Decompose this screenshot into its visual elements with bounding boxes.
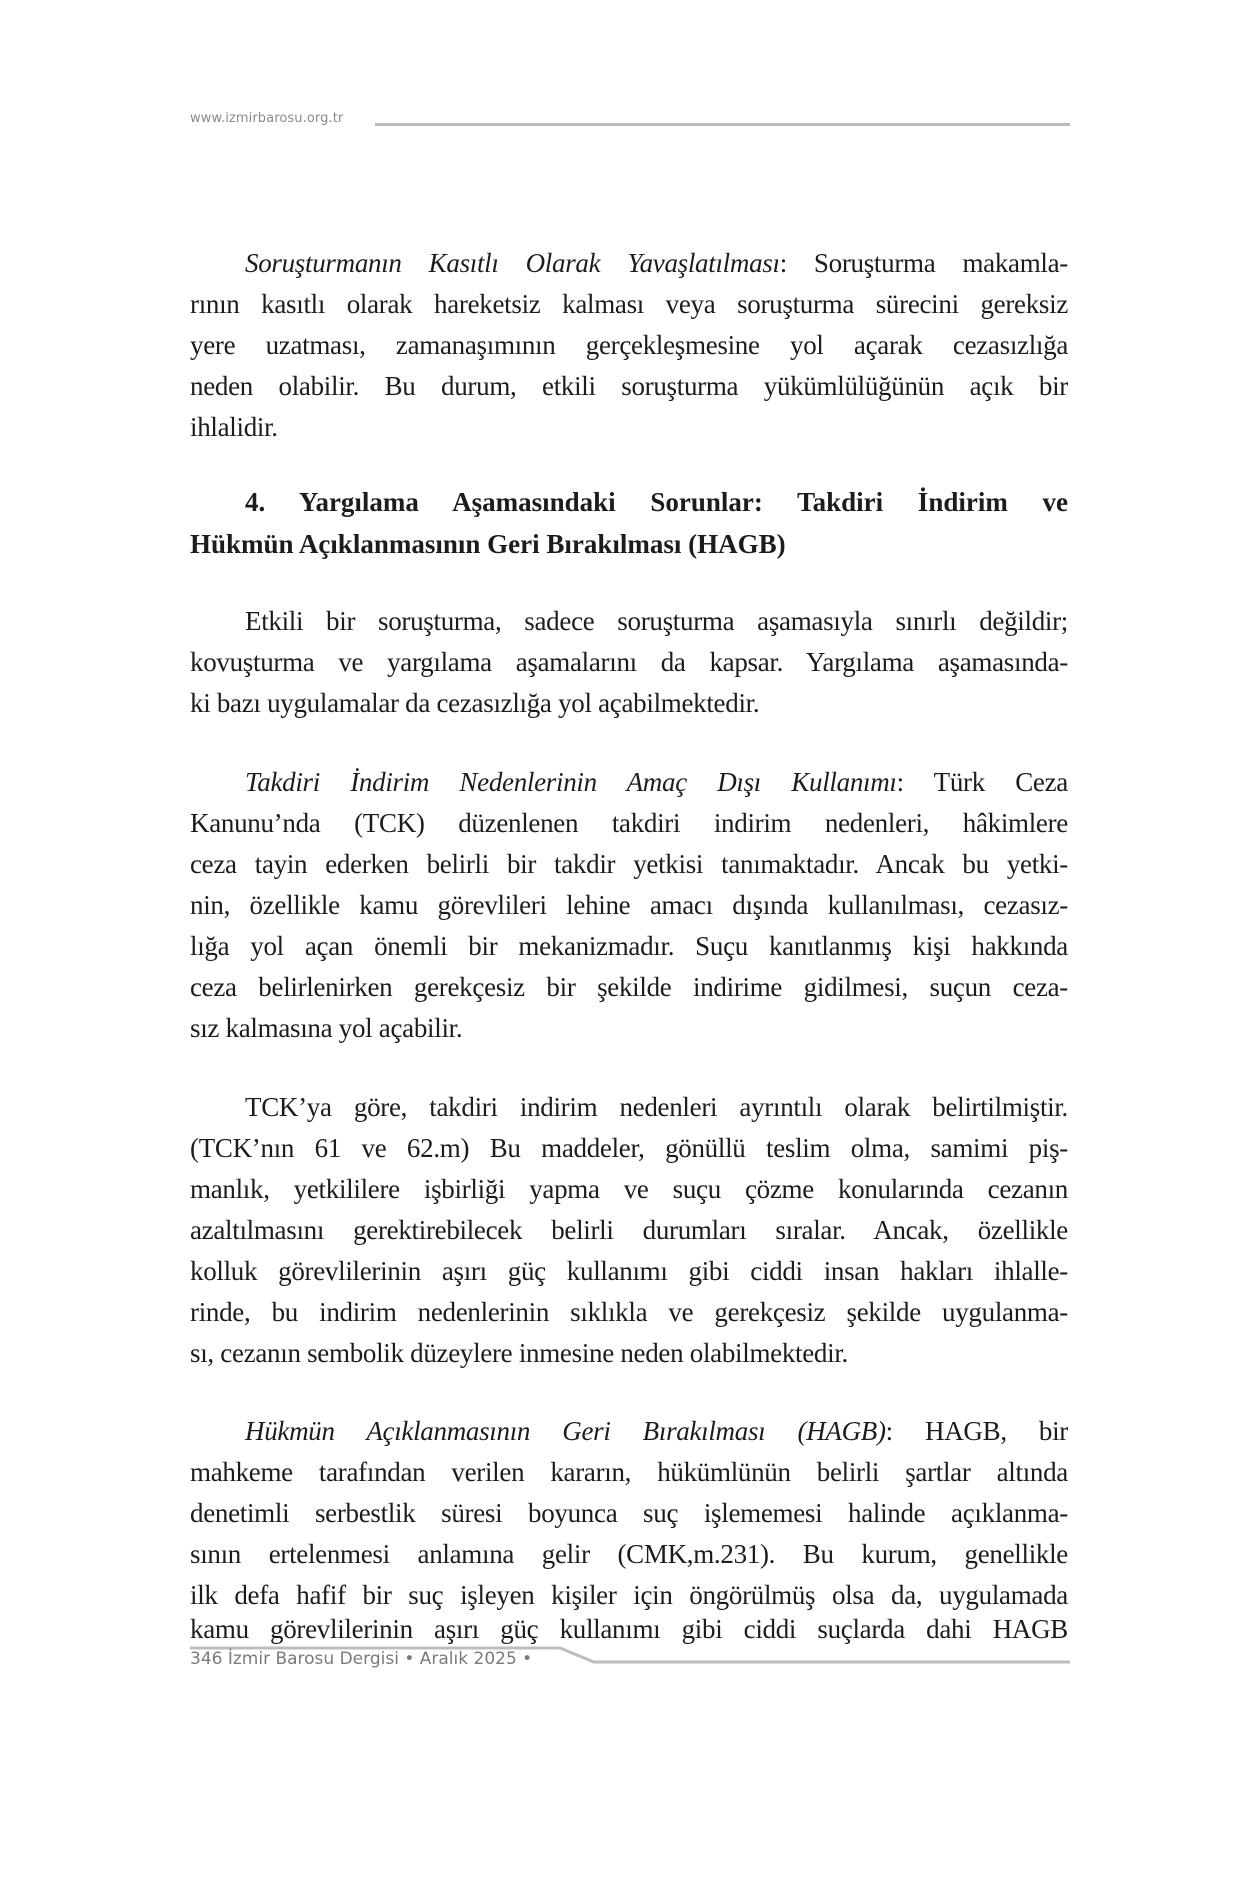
paragraph-5-line: mahkeme tarafından verilen kararın, hükümlünün belirli şartlar altında — [190, 1457, 1068, 1487]
paragraph-2-line: Etkili bir soruşturma, sadece soruşturma aşamasıyla sınırlı değildir; — [245, 606, 1068, 636]
paragraph-1-line: neden olabilir. Bu durum, etkili soruşturma yükümlülüğünün açık bir — [190, 371, 1068, 401]
paragraph-5-line: kamu görevlilerinin aşırı güç kullanımı gibi ciddi suçlarda dahi HAGB — [190, 1614, 1068, 1644]
paragraph-2-line: kovuşturma ve yargılama aşamalarını da kapsar. Yargılama aşamasında- — [190, 647, 1068, 677]
paragraph-1-line: yere uzatması, zamanaşımının gerçekleşmesine yol açarak cezasızlığa — [190, 330, 1068, 360]
paragraph-3-line: sız kalmasına yol açabilir. — [190, 1013, 463, 1043]
footer-rule — [0, 1640, 1260, 1670]
paragraph-3-line: Kanunu’nda (TCK) düzenlenen takdiri indirim nedenleri, hâkimlere — [190, 808, 1068, 838]
section-heading-line: 4. Yargılama Aşamasındaki Sorunlar: Takdiri İndirim ve — [245, 487, 1068, 517]
footer-text: 346 İzmir Barosu Dergisi • Aralık 2025 • — [190, 1649, 533, 1669]
paragraph-4-line: rinde, bu indirim nedenlerinin sıklıkla ve gerekçesiz şekilde uygulanma- — [190, 1297, 1068, 1327]
paragraph-1-line: ihlalidir. — [190, 412, 278, 442]
paragraph-3-lead: Takdiri İndirim Nedenlerinin Amaç Dışı Kullanımı — [245, 767, 897, 797]
header-rule — [375, 123, 1070, 126]
paragraph-4-line: azaltılmasını gerektirebilecek belirli durumları sıralar. Ancak, özellikle — [190, 1215, 1068, 1245]
paragraph-5-line: denetimli serbestlik süresi boyunca suç işlememesi halinde açıklanma- — [190, 1498, 1068, 1528]
paragraph-2-line: ki bazı uygulamalar da cezasızlığa yol açabilmektedir. — [190, 688, 760, 718]
paragraph-4-line: TCK’ya göre, takdiri indirim nedenleri ayrıntılı olarak belirtilmiştir. — [245, 1092, 1068, 1122]
paragraph-3-line: Takdiri İndirim Nedenlerinin Amaç Dışı Kullanımı: Türk Ceza — [245, 767, 1068, 797]
paragraph-1-line: rının kasıtlı olarak hareketsiz kalması veya soruşturma sürecini gereksiz — [190, 289, 1068, 319]
paragraph-3-line: ceza tayin ederken belirli bir takdir yetkisi tanımaktadır. Ancak bu yetki- — [190, 849, 1068, 879]
paragraph-4-line: (TCK’nın 61 ve 62.m) Bu maddeler, gönüllü teslim olma, samimi piş- — [190, 1133, 1068, 1163]
paragraph-5-lead: Hükmün Açıklanmasının Geri Bırakılması (HAGB) — [245, 1416, 886, 1446]
paragraph-3-line: lığa yol açan önemli bir mekanizmadır. Suçu kanıtlanmış kişi hakkında — [190, 931, 1068, 961]
paragraph-5-line: Hükmün Açıklanmasının Geri Bırakılması (HAGB): HAGB, bir — [245, 1416, 1068, 1446]
paragraph-3-line: nin, özellikle kamu görevlileri lehine amacı dışında kullanılması, cezasız- — [190, 890, 1068, 920]
paragraph-1-line: Soruşturmanın Kasıtlı Olarak Yavaşlatılması: Soruşturma makamla- — [245, 248, 1068, 278]
paragraph-3-line: ceza belirlenirken gerekçesiz bir şekilde indirime gidilmesi, suçun ceza- — [190, 972, 1068, 1002]
paragraph-5-line: ilk defa hafif bir suç işleyen kişiler için öngörülmüş olsa da, uygulamada — [190, 1580, 1068, 1610]
paragraph-1-lead: Soruşturmanın Kasıtlı Olarak Yavaşlatılması — [245, 248, 780, 278]
paragraph-4-line: manlık, yetkililere işbirliği yapma ve suçu çözme konularında cezanın — [190, 1174, 1068, 1204]
section-heading-line: Hükmün Açıklanmasının Geri Bırakılması (HAGB) — [190, 529, 786, 559]
header-url: www.izmirbarosu.org.tr — [190, 111, 344, 126]
paragraph-5-line: sının ertelenmesi anlamına gelir (CMK,m.231). Bu kurum, genellikle — [190, 1539, 1068, 1569]
paragraph-4-line: sı, cezanın sembolik düzeylere inmesine neden olabilmektedir. — [190, 1338, 848, 1368]
paragraph-4-line: kolluk görevlilerinin aşırı güç kullanımı gibi ciddi insan hakları ihlalle- — [190, 1256, 1068, 1286]
